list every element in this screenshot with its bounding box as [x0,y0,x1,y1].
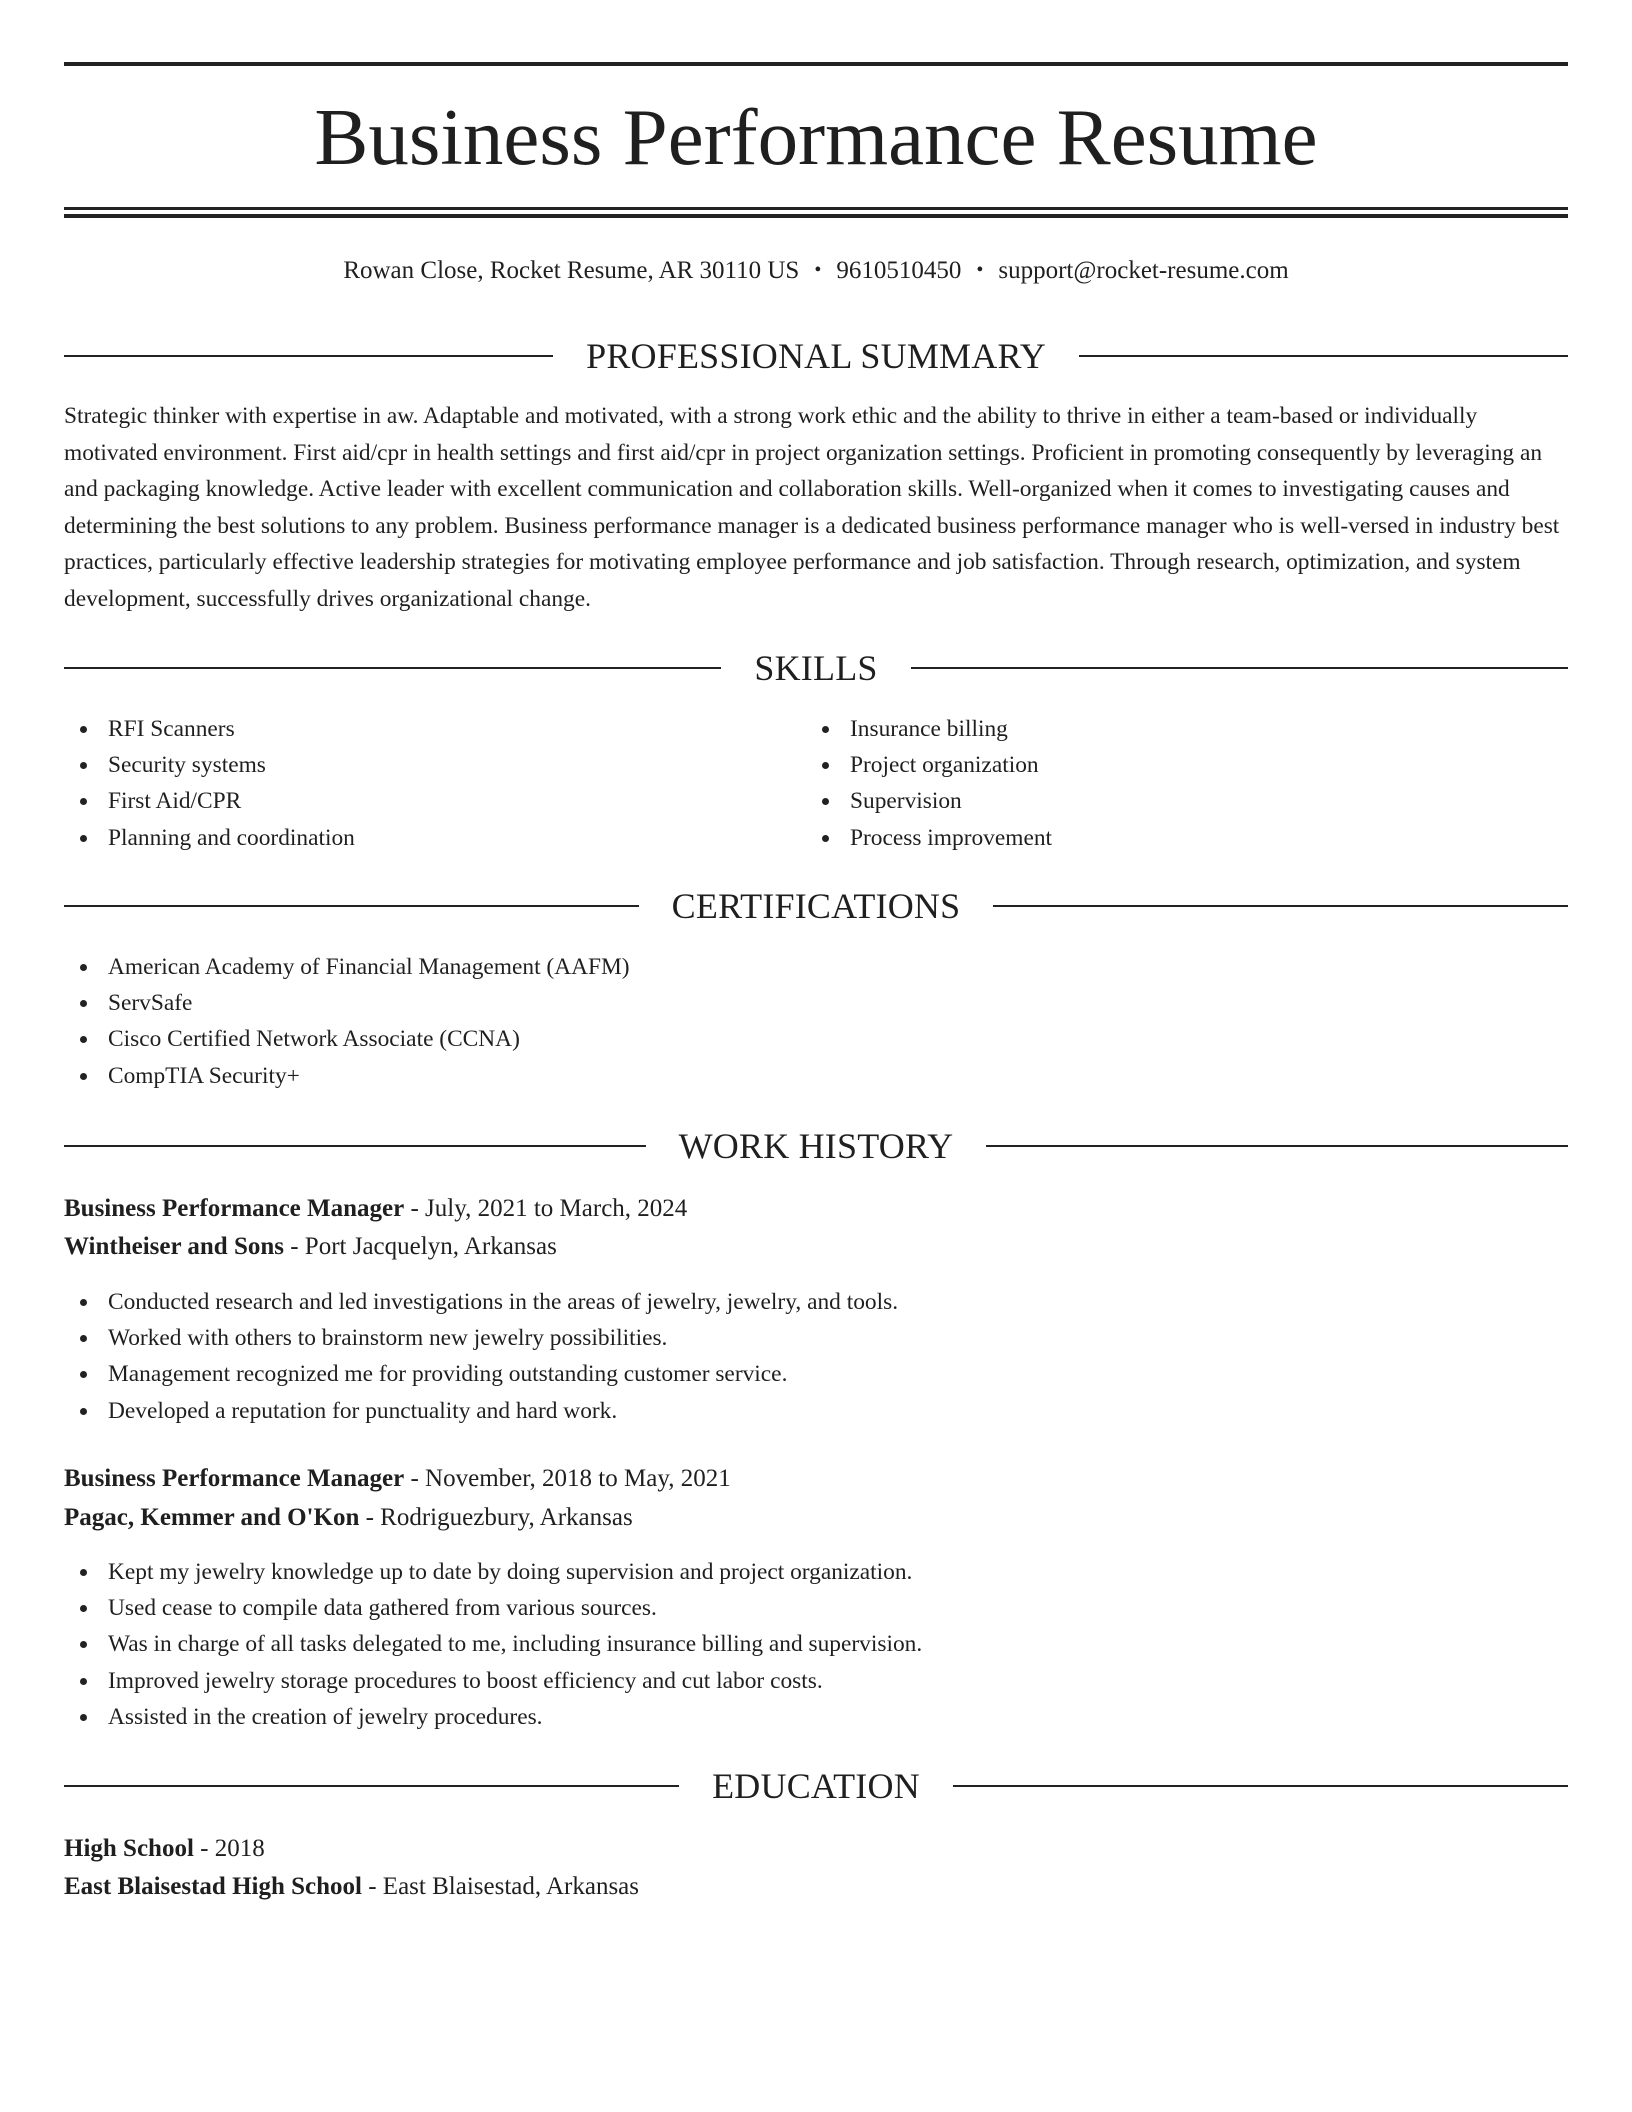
job-company-line [64,1229,557,1265]
job-bullet: Was in charge of all tasks delegated to me, including insurance billing and supervision. [64,1626,922,1662]
title-rule-upper [64,207,1568,210]
heading-rule [1079,355,1568,357]
contact-separator: • [976,259,984,281]
heading-rule [64,905,639,907]
skill-item: RFI Scanners [64,711,355,747]
job-title-line [64,1461,731,1497]
skill-item: Planning and coordination [64,820,355,856]
job-bullets [64,1284,898,1429]
skill-item: Insurance billing [806,711,1052,747]
job-title: Business Performance Manager [64,1465,405,1492]
certifications-heading [64,884,1568,928]
skill-item: Process improvement [806,820,1052,856]
certifications-list [64,949,630,1094]
job-bullet: Kept my jewelry knowledge up to date by doing supervision and project organization. [64,1554,922,1590]
summary-heading-label: PROFESSIONAL SUMMARY [586,336,1046,376]
education-heading [64,1764,1568,1808]
education-school: East Blaisestad High School [64,1873,362,1900]
heading-rule [986,1145,1568,1147]
resume-title: Business Performance Resume [314,92,1318,182]
skill-item: Supervision [806,783,1052,819]
skill-item: First Aid/CPR [64,783,355,819]
certifications-heading-label: CERTIFICATIONS [671,886,961,926]
job-company: Wintheiser and Sons [64,1233,284,1260]
heading-rule [911,667,1568,669]
job-bullet: Management recognized me for providing outstanding customer service. [64,1356,898,1392]
heading-rule [64,667,721,669]
certification-item: Cisco Certified Network Associate (CCNA) [64,1021,630,1057]
education-year: - 2018 [193,1835,265,1862]
education-location: - East Blaisestad, Arkansas [361,1873,640,1900]
contact-email: support@rocket-resume.com [998,257,1289,284]
contact-separator: • [814,259,822,281]
education-degree: High School [64,1835,194,1862]
certification-item: ServSafe [64,985,630,1021]
summary-heading [64,334,1568,378]
job-bullet: Conducted research and led investigations in the areas of jewelry, jewelry, and tools. [64,1284,898,1320]
top-rule [64,62,1568,66]
work-heading [64,1124,1568,1168]
skill-item: Project organization [806,747,1052,783]
education-degree-line [64,1831,265,1867]
job-location: - Rodriguezbury, Arkansas [359,1504,633,1531]
job-title-line [64,1191,687,1227]
education-school-line [64,1869,639,1905]
skills-heading-label: SKILLS [754,648,878,688]
contact-address: Rowan Close, Rocket Resume, AR 30110 US [343,257,800,284]
summary-text: Strategic thinker with expertise in aw. Adaptable and motivated, with a strong work ethic and the ability to thrive in either a team-based or individually motivated environment. First aid/cpr in health settings and first aid/cpr in project organization settings. Proficient in promoting consequently by leveraging an and packaging knowledge. Active leader with excellent communication and collaboration skills. Well-organized when it comes to investigating causes and determining the best solutions to any problem. Business performance manager is a dedicated business performance manager who is well-versed in industry best practices, particularly effective leadership strategies for motivating employee performance and job satisfaction. Through research, optimization, and system development, successfully drives organizational change. [64,403,1560,612]
job-bullet: Used cease to compile data gathered from various sources. [64,1590,922,1626]
education-heading-label: EDUCATION [712,1766,920,1806]
job-bullet: Assisted in the creation of jewelry procedures. [64,1699,922,1735]
heading-rule [64,1145,646,1147]
contact-line [64,253,1568,290]
job-company-line [64,1500,633,1536]
contact-phone: 9610510450 [836,257,962,284]
title-rule-lower [64,214,1568,218]
certification-item: CompTIA Security+ [64,1058,630,1094]
job-company: Pagac, Kemmer and O'Kon [64,1504,360,1531]
heading-rule [953,1785,1568,1787]
heading-rule [64,355,553,357]
work-heading-label: WORK HISTORY [678,1126,954,1166]
skills-heading [64,646,1568,690]
job-location: - Port Jacquelyn, Arkansas [283,1233,557,1260]
certification-item: American Academy of Financial Management (AAFM) [64,949,630,985]
job-dates: - July, 2021 to March, 2024 [404,1195,688,1222]
job-bullets [64,1554,922,1735]
skills-list-left [64,711,355,856]
job-title: Business Performance Manager [64,1195,405,1222]
job-bullet: Worked with others to brainstorm new jewelry possibilities. [64,1320,898,1356]
heading-rule [993,905,1568,907]
job-bullet: Developed a reputation for punctuality and hard work. [64,1393,898,1429]
heading-rule [64,1785,679,1787]
job-bullet: Improved jewelry storage procedures to boost efficiency and cut labor costs. [64,1663,922,1699]
job-dates: - November, 2018 to May, 2021 [404,1465,731,1492]
skills-list-right [806,711,1052,856]
skill-item: Security systems [64,747,355,783]
